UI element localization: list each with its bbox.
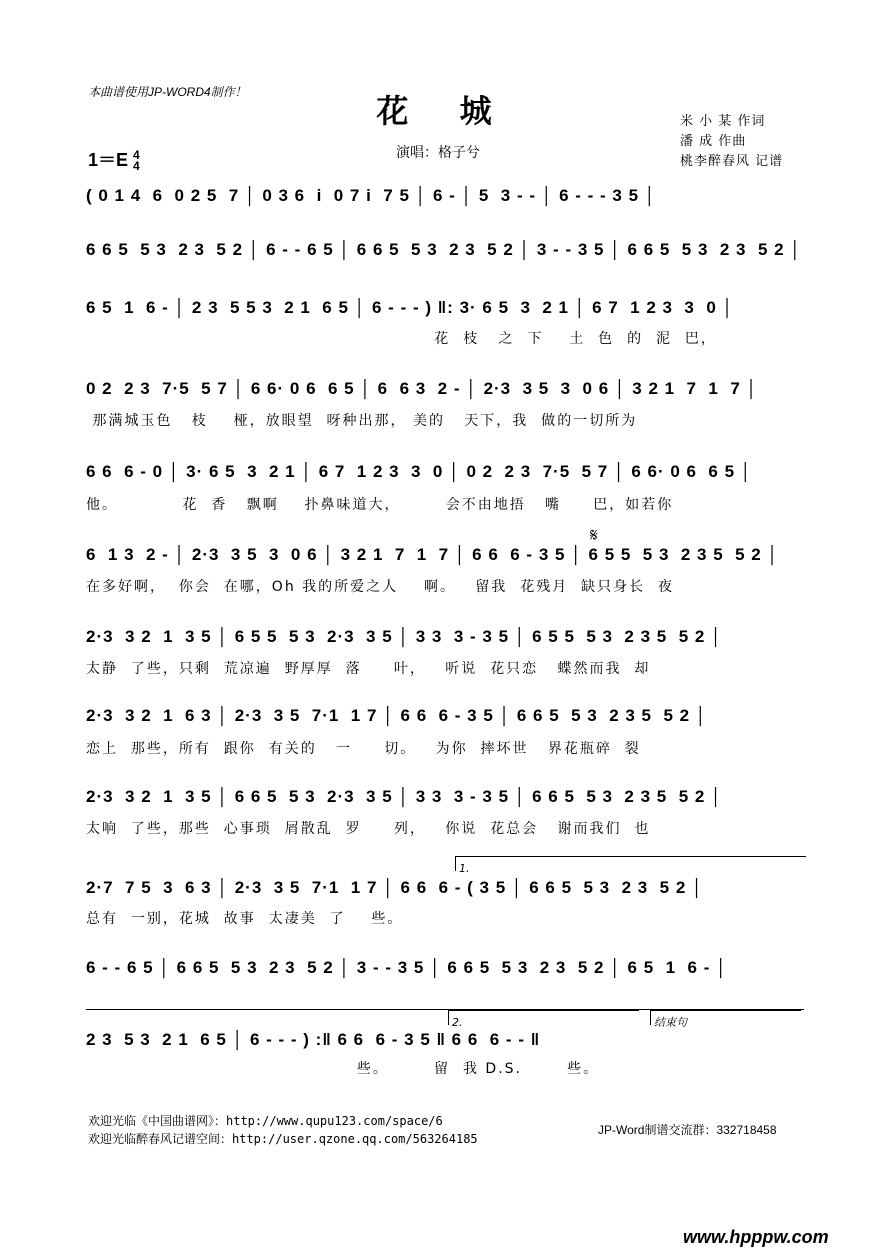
key-label: 1＝E <box>88 150 129 170</box>
notation-row: ( 0 1 4 6 0 2 5 7 │ 0 3 6 i 0 7 i 7 5 │ 6 - │ 5 3 - - │ 6 - - - 3 5 │ <box>86 186 657 205</box>
lyricist-credit: 米 小 某 作词 <box>680 114 766 129</box>
notation-row: 2·3 3 2 1 3 5 │ 6 6 5 5 3 2·3 3 5 │ 3 3 3 - 3 5 │ 6 6 5 5 3 2 3 5 5 2 │ <box>86 787 723 806</box>
lyric-row: 些。 留 我 D.S. 些。 <box>86 1061 600 1077</box>
notation-row: 6 - - 6 5 │ 6 6 5 5 3 2 3 5 2 │ 3 - - 3 5 │ 6 6 5 5 3 2 3 5 2 │ 6 5 1 6 - │ <box>86 958 728 977</box>
notation-row: 2 3 5 3 2 1 6 5 │ 6 - - - ) :‖ 6 6 6 - 3 5 ‖ 6 6 6 - - ‖ <box>86 1030 541 1049</box>
composer-credit: 潘 成 作曲 <box>680 134 747 149</box>
lyric-row: 在多好啊， 你会 在哪，Oh 我的所爱之人 啊。 留我 花残月 缺只身长 夜 <box>86 579 674 595</box>
key-signature <box>88 146 140 172</box>
song-title: 花 城 <box>376 92 512 130</box>
lyric-row: 恋上 那些，所有 跟你 有关的 一 切。 为你 摔坏世 界花瓶碎 裂 <box>86 741 641 757</box>
notation-row: 2·3 3 2 1 6 3 │ 2·3 3 5 7·1 1 7 │ 6 6 6 - 3 5 │ 6 6 5 5 3 2 3 5 5 2 │ <box>86 706 708 725</box>
lyric-row: 他。 花 香 飘啊 扑鼻味道大， 会不由地捂 嘴 巴，如若你 <box>86 497 674 513</box>
watermark: www.hpppw.com <box>683 1227 829 1247</box>
time-signature: 4 4 <box>133 148 140 174</box>
transcriber-credit: 桃李醉春风 记谱 <box>680 154 784 169</box>
footer-link-qupu[interactable]: 欢迎光临《中国曲谱网》：http://www.qupu123.com/space/6 <box>88 1114 443 1128</box>
lyric-row: 花 枝 之 下 土 色 的 泥 巴， <box>86 331 717 347</box>
made-with-note: 本曲谱使用JP-WORD4制作！ <box>88 85 247 99</box>
notation-row: 2·3 3 2 1 3 5 │ 6 5 5 5 3 2·3 3 5 │ 3 3 3 - 3 5 │ 6 5 5 5 3 2 3 5 5 2 │ <box>86 627 723 646</box>
first-ending-bracket: 1. <box>455 856 806 871</box>
lyric-row: 那满城玉色 枝 桠，放眼望 呀种出那， 美的 天下，我 做的一切所为 <box>86 413 638 429</box>
lyric-row: 总有 一别，花城 故事 太凄美 了 些。 <box>86 911 404 927</box>
notation-row: 6 1 3 2 - │ 2·3 3 5 3 0 6 │ 3 2 1 7 1 7 │ 6 6 6 - 3 5 │ 6 5 5 5 3 2 3 5 5 2 │ <box>86 545 780 564</box>
footer-group: JP-Word制谱交流群：332718458 <box>598 1123 777 1137</box>
singer-label: 演唱：格子兮 <box>396 145 480 161</box>
second-ending-bracket: 2. <box>448 1010 639 1025</box>
lyric-row: 太响 了些，那些 心事琐 屑散乱 罗 列， 你说 花总会 谢而我们 也 <box>86 821 651 837</box>
notation-row: 2·7 7 5 3 6 3 │ 2·3 3 5 7·1 1 7 │ 6 6 6 - ( 3 5 │ 6 6 5 5 3 2 3 5 2 │ <box>86 878 704 897</box>
notation-row: 0 2 2 3 7·5 5 7 │ 6 6· 0 6 6 5 │ 6 6 3 2 - │ 2·3 3 5 3 0 6 │ 3 2 1 7 1 7 │ <box>86 379 759 398</box>
final-ending-bracket: 结束句 <box>650 1010 801 1025</box>
lyric-row: 太静 了些，只剩 荒凉遍 野厚厚 落 叶， 听说 花只恋 蝶然而我 却 <box>86 661 651 677</box>
segno-icon: 𝄋 <box>590 525 598 546</box>
notation-row: 6 6 5 5 3 2 3 5 2 │ 6 - - 6 5 │ 6 6 5 5 3 2 3 5 2 │ 3 - - 3 5 │ 6 6 5 5 3 2 3 5 2 │ <box>86 240 802 259</box>
footer-link-qzone[interactable]: 欢迎光临醉春风记谱空间：http://user.qzone.qq.com/563264185 <box>88 1132 478 1146</box>
notation-row: 6 5 1 6 - │ 2 3 5 5 3 2 1 6 5 │ 6 - - - ) ‖: 3· 6 5 3 2 1 │ 6 7 1 2 3 3 0 │ <box>86 298 735 317</box>
notation-row: 6 6 6 - 0 │ 3· 6 5 3 2 1 │ 6 7 1 2 3 3 0 │ 0 2 2 3 7·5 5 7 │ 6 6· 0 6 6 5 │ <box>86 462 753 481</box>
